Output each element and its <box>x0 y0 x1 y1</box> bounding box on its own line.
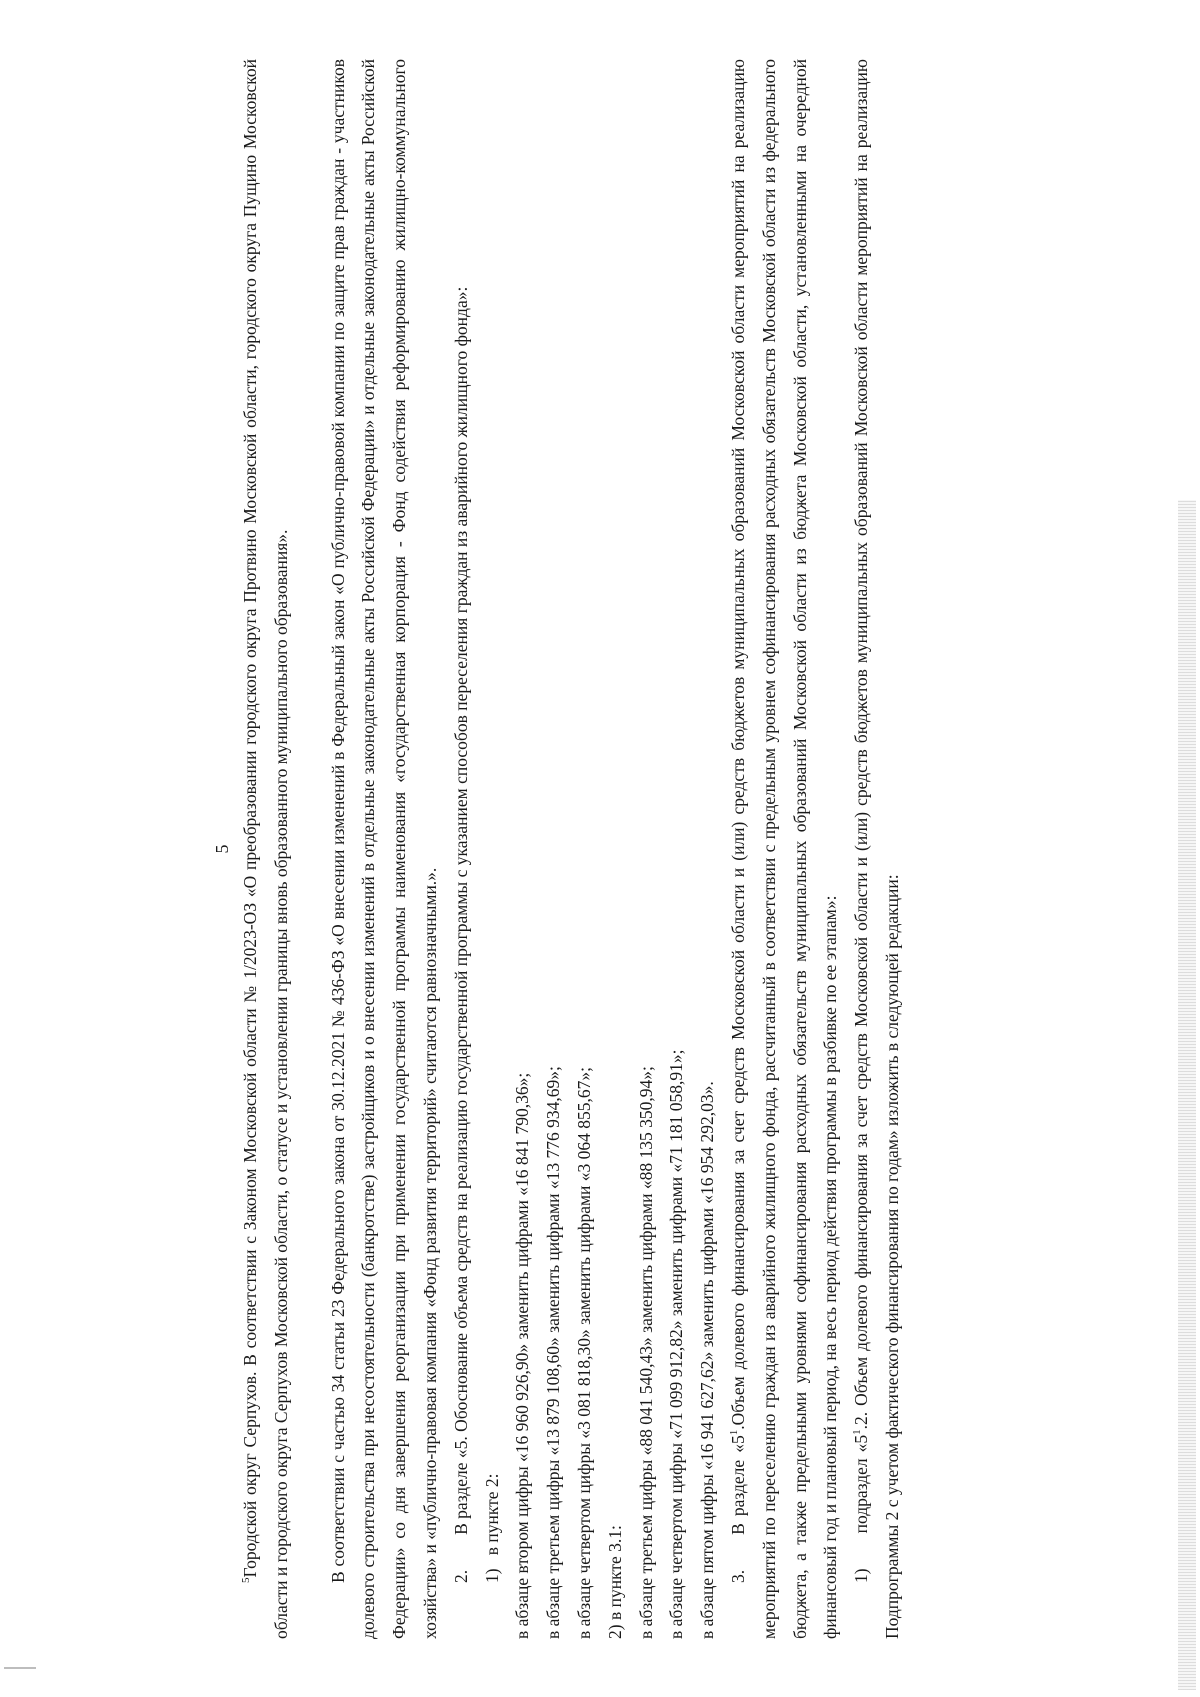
replacement-line: в абзаце пятом цифры «16 941 627,62» заменить цифрами «16 954 292,03». <box>697 1080 718 1639</box>
replacement-line: в абзаце четвертом цифры «71 099 912,82» заменить цифрами «71 181 058,91»; <box>666 1048 687 1639</box>
section-3-body: .Объем долевого финансирования за счет средств Московской области и (или) средств бюджетов муниципальных образований Московской области мероприятий на реализацию мероприятий по переселению граждан из аварийного жилищного фонда, рассчитанный в соответствии с предельным уровнем софинансирования расходных обязательств Московской области из федерального бюджета, а также предельными уровнями софинансирования расходных обязательств муниципальных образований Московской области из бюджета Московской области, установленными на очередной финансовый год и плановый период, на весь период действия программы в разбивке по ее этапам»: <box>727 58 841 1639</box>
footnote <box>235 59 297 1639</box>
replacement-line: в абзаце втором цифры «16 960 926,90» заменить цифрами «16 841 790,36»; <box>512 1072 533 1639</box>
paragraph-law-reference: В соответствии с частью 34 статьи 23 Федерального закона от 30.12.2021 № 436-ФЗ «О внесении изменений в Федеральный закон «О публично-правовой компании по защите прав граждан - участников долевого строительства при несостоятельности (банкротстве) застройщиков и о внесении изменений в отдельные законодательные акты Российской Федерации» и отдельные законодательные акты Российской Федерации» со дня завершения реорганизации при применении государственной программы наименования «государственная корпорация - Фонд содействия реформированию жилищно-коммунального хозяйства» и «публично-правовая компания «Фонд развития территорий» считаются равнозначными.». <box>327 58 440 1639</box>
replacement-line: в абзаце третьем цифры «88 041 540,43» заменить цифрами «88 135 350,94»; <box>635 1065 656 1639</box>
replacement-line: в абзаце третьем цифры «13 879 108,60» заменить цифрами «13 776 934,69»; <box>543 1065 564 1639</box>
replacement-line: в абзаце четвертом цифры «3 081 818,30» заменить цифрами «3 064 855,67»; <box>573 1066 594 1639</box>
section-3-intro <box>723 59 846 1639</box>
footnote-text: Городской округ Серпухов. В соответствии с Законом Московской области № 1/2023-ОЗ «О преобразовании городского округа Протвино Московской области, городского округа Пущино Московской области и городского округа Серпухов Московской области, о статусе и установлении границы вновь образованного муниципального образования». <box>240 58 291 1639</box>
section-2-item-1: 1) в пункте 2: <box>481 1473 502 1583</box>
section-2-intro: 2. В разделе «5. Обоснование объема средств на реализацию государственной программы с указанием способов переселения граждан из аварийного жилищного фонда»: <box>450 286 471 1583</box>
section-3-item-body: .2. Объем долевого финансирования за счет средств Московской области и (или) средств бюджетов муниципальных образований Московской области мероприятий на реализацию Подпрограммы 2 с учетом фактического финансирования по годам» изложить в следующей редакции: <box>851 58 902 1639</box>
section-3-item-1 <box>846 59 908 1639</box>
superscript: 1 <box>728 1429 741 1435</box>
scan-edge-artifact <box>1178 500 1196 1690</box>
section-3-lead: 3. В разделе «5 <box>727 1434 748 1583</box>
scan-margin-mark <box>4 1667 36 1669</box>
spacer <box>297 59 323 1639</box>
rotated-text-block <box>212 58 965 1639</box>
section-3-item-lead: 1) подраздел «5 <box>851 1434 872 1583</box>
section-2-item-2: 2) в пункте 3.1: <box>604 1524 625 1639</box>
superscript: 1 <box>851 1428 864 1435</box>
footnote-mark: 5 <box>240 1577 253 1583</box>
page-number: 5 <box>212 844 232 853</box>
